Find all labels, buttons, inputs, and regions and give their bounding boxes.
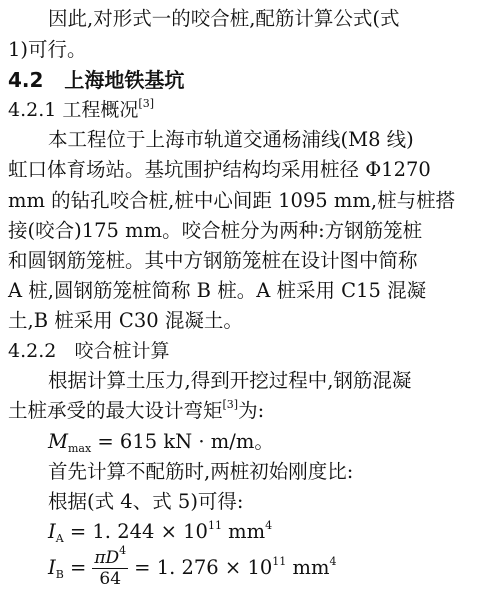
text-line: 首先计算不配筋时,两桩初始刚度比: [48,460,354,483]
paragraph-line [48,489,244,515]
inertia-subscript: A [55,532,64,545]
equals-sign: = [63,556,87,579]
inertia-value: = 1. 244 × 10 [63,520,208,543]
formula-mmax [48,429,274,455]
unit-exponent: 4 [265,519,273,532]
subsection-heading [8,338,170,364]
subsection-title: 咬合桩计算 [74,340,170,362]
paragraph-line [8,218,422,244]
text-line: 因此,对形式一的咬合桩,配筋计算公式(式 [48,7,400,30]
paragraph-line [48,459,353,485]
subsection-number: 4.2.2 [8,340,57,362]
inertia-subscript: B [55,568,64,581]
paragraph-line [8,278,426,304]
formula-ib [48,544,337,589]
subsection-number: 4.2.1 [8,99,57,121]
paragraph-line [8,308,243,334]
paragraph-line [8,248,418,274]
paragraph-line [8,188,455,214]
subsection-title: 工程概况 [62,99,139,121]
text-line: 本工程位于上海市轨道交通杨浦线(M8 线) [48,128,414,151]
subsection-heading [8,97,154,123]
paragraph-line [48,127,414,153]
inertia-unit: mm [286,556,330,579]
inertia-value: = 1. 276 × 10 [134,556,273,579]
text-line: 根据(式 4、式 5)可得: [48,490,244,513]
paragraph-line [8,157,431,183]
moment-value: = 615 kN · m/m。 [91,430,274,453]
unit-exponent: 4 [329,555,337,568]
text-line: 为: [238,399,265,422]
text-line: 土桩承受的最大设计弯矩 [8,399,223,422]
text-line: 土,B 桩采用 C30 混凝土。 [8,309,243,332]
paragraph-line [48,368,411,394]
paragraph-line [8,398,264,424]
text-line: 1)可行。 [8,38,87,61]
text-line: mm 的钻孔咬合桩,桩中心间距 1095 mm,桩与桩搭 [8,189,456,212]
section-title: 上海地铁基坑 [64,68,185,92]
moment-symbol: M [48,430,68,453]
paragraph-line [8,37,87,63]
fraction-denominator: 64 [99,569,122,589]
text-line: 接(咬合)175 mm。咬合桩分为两种:方钢筋笼桩 [8,219,423,242]
text-line: 和圆钢筋笼桩。其中方钢筋笼桩在设计图中简称 [8,249,418,272]
paragraph-line [48,6,466,32]
text-line: A 桩,圆钢筋笼桩简称 B 桩。A 桩采用 C15 混凝 [8,279,427,302]
text-line: 根据计算土压力,得到开挖过程中,钢筋混凝 [48,369,412,392]
inertia-exponent: 11 [207,519,222,532]
moment-subscript: max [67,442,92,455]
inertia-symbol: I [48,556,56,579]
inertia-symbol: I [48,520,56,543]
citation-ref: [3] [138,97,155,110]
text-line: 虹口体育场站。基坑围护结构均采用桩径 Φ1270 [8,158,431,181]
numerator-exponent: 4 [119,544,127,557]
section-number: 4.2 [8,68,44,92]
inertia-unit: mm [221,520,266,543]
numerator-text: πD [94,548,120,568]
fraction [92,544,128,589]
formula-ia [48,519,272,545]
fraction-numerator [92,544,128,569]
section-heading [8,67,184,93]
citation-ref: [3] [222,398,239,411]
inertia-exponent: 11 [272,555,287,568]
